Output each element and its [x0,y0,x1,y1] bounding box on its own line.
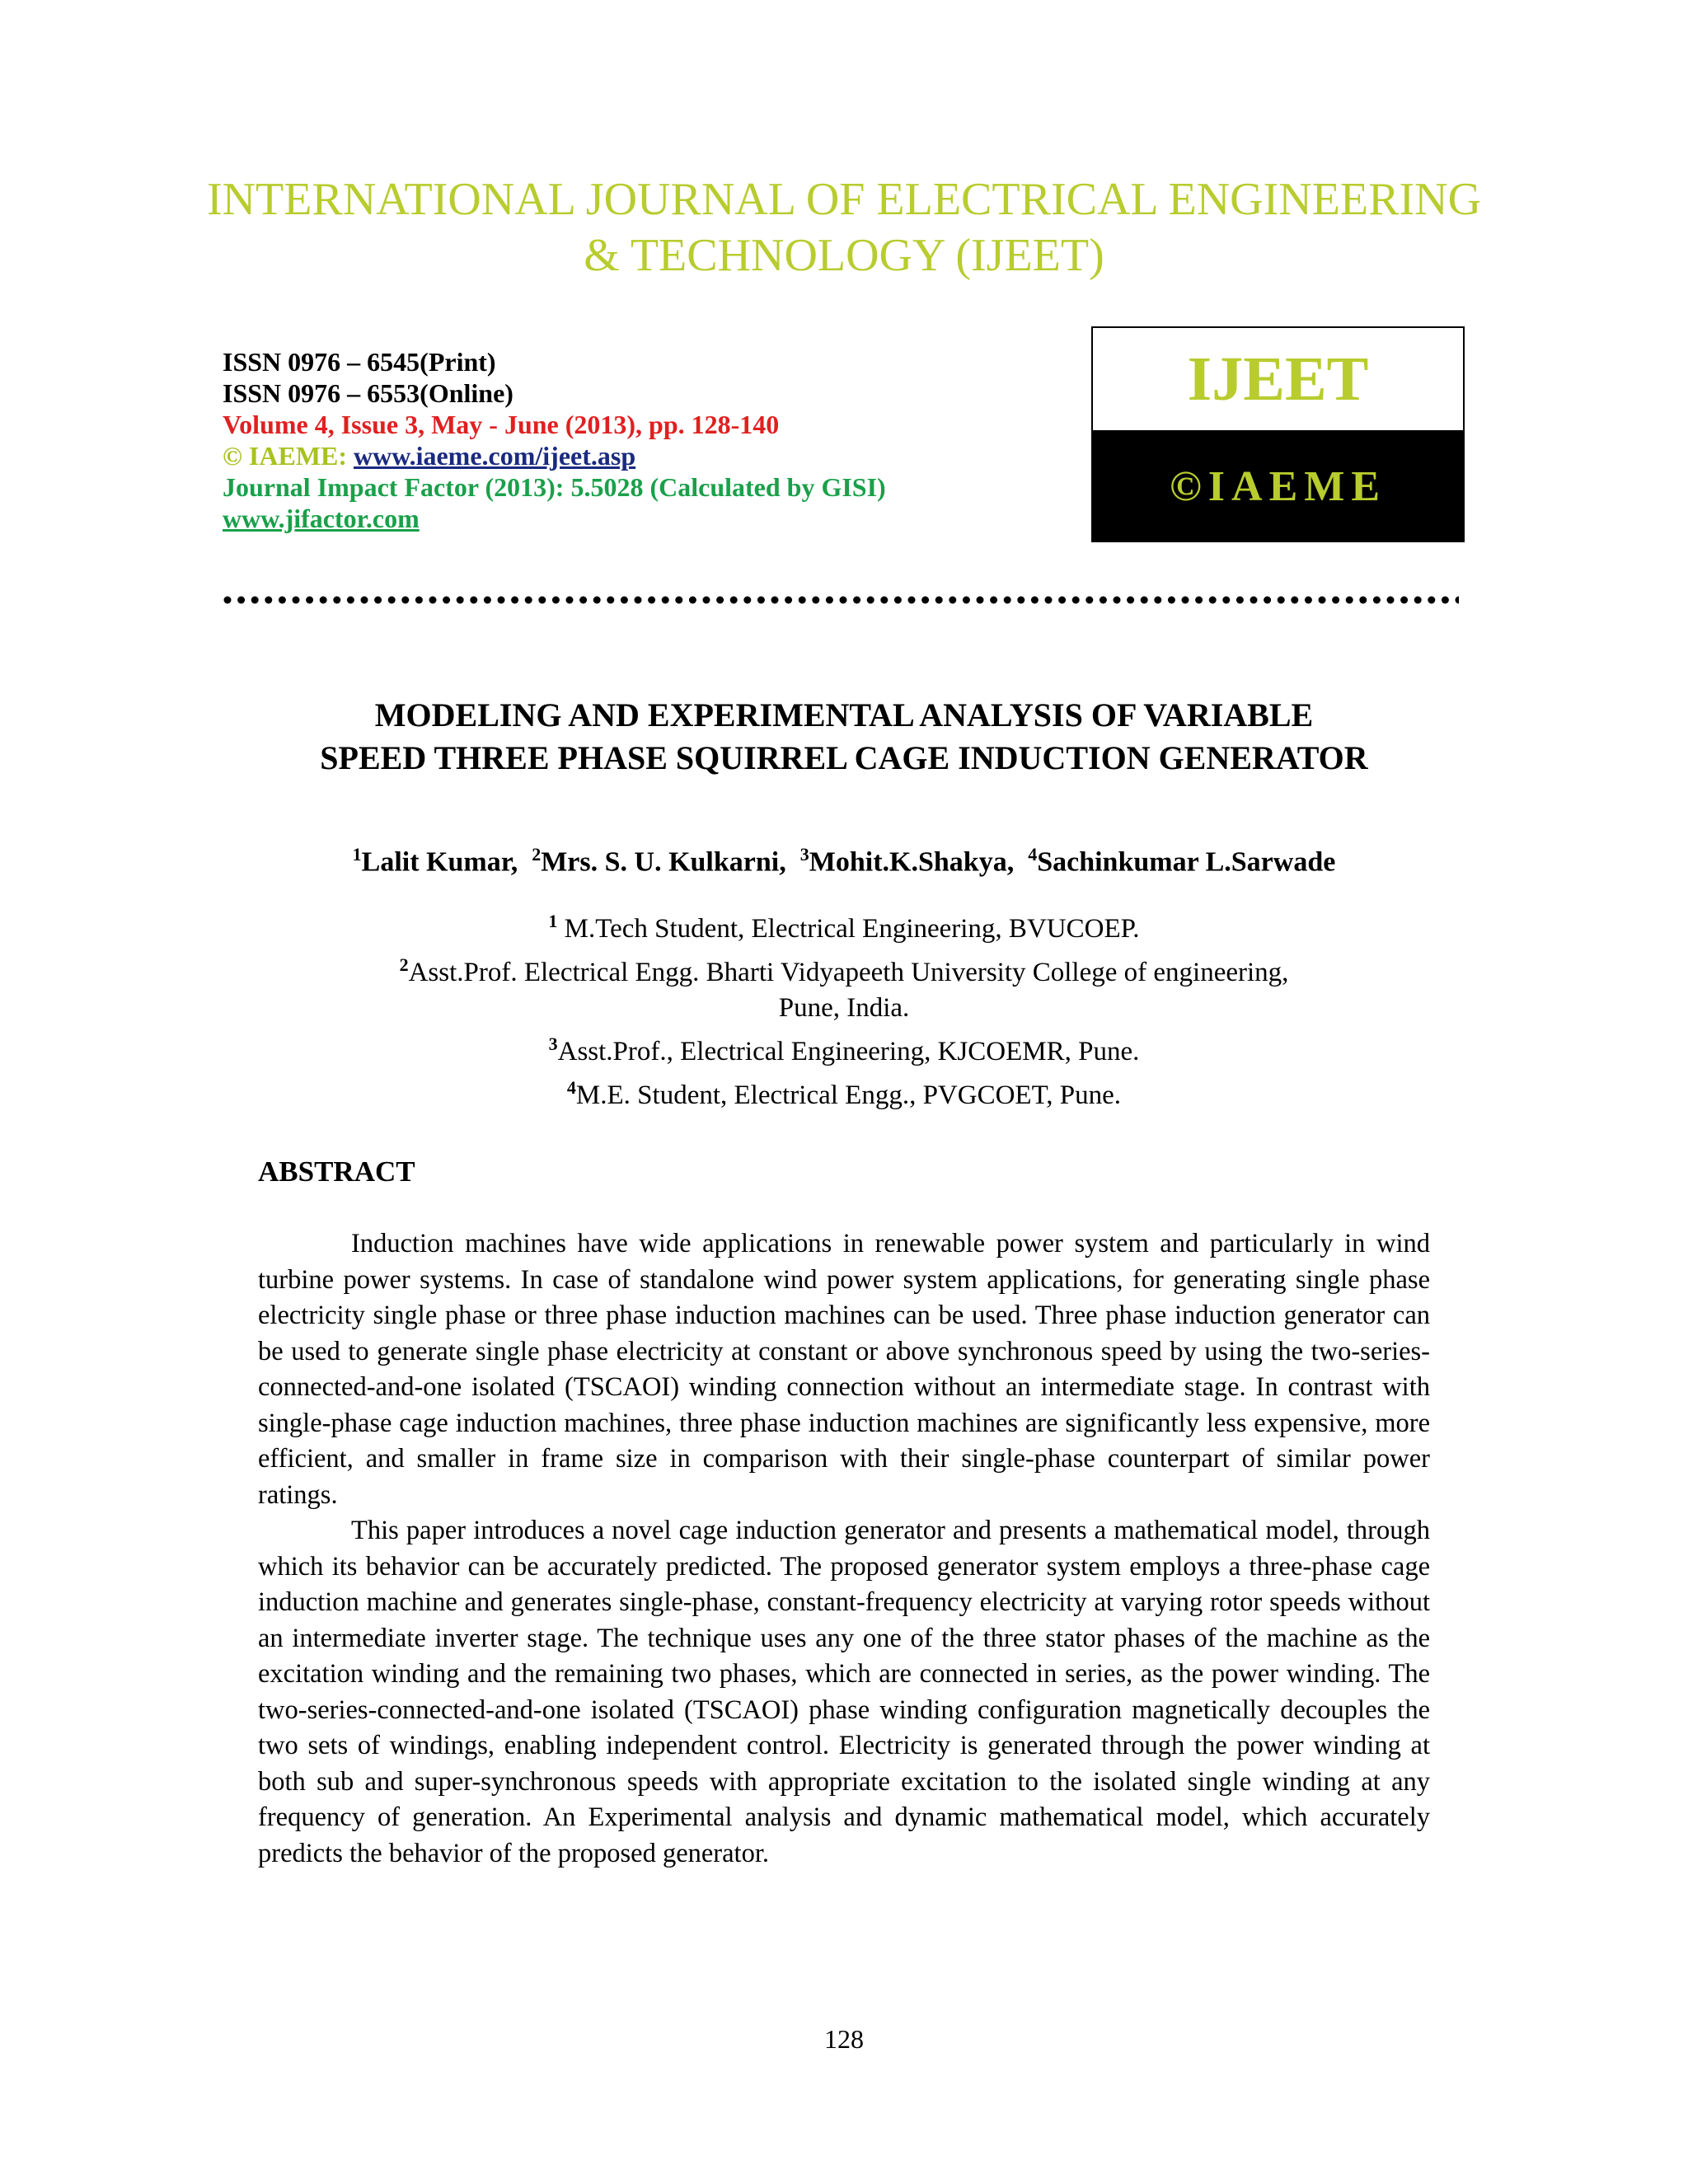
author-2: Mrs. S. U. Kulkarni, [541,846,786,878]
author-4: Sachinkumar L.Sarwade [1037,846,1336,878]
abstract-paragraph-2: This paper introduces a novel cage induction generator and presents a mathematical model, through which its behavior can be accurately predicted. The proposed generator system employs a three-phase cage induction machine and generates single-phase, constant-frequency electricity at varying rotor speeds without an intermediate inverter stage. The technique uses any one of the three stator phases of the machine as the excitation winding and the remaining two phases, which are connected in series, as the power winding. The two-series-connected-and-one isolated (TSCAOI) phase winding configuration magnetically decouples the two sets of windings, enabling independent control. Electricity is generated through the power winding at both sub and super-synchronous speeds with appropriate excitation to the isolated single winding at any frequency of generation. An Experimental analysis and dynamic mathematical model, which accurately predicts the behavior of the proposed generator. [258,1516,1430,1868]
logo-publisher: ©IAEME [1093,430,1463,542]
volume-info: Volume 4, Issue 3, May - June (2013), pp. 128-140 [223,410,780,439]
affiliation-4 [0,1070,1688,1113]
affiliations [0,903,1688,1113]
affiliation-2-index: 2 [399,954,409,975]
journal-meta [223,346,886,534]
issn-print: ISSN 0976 – 6545(Print) [223,347,496,377]
abstract-heading: ABSTRACT [258,1155,415,1188]
ijeet-logo [1091,326,1465,542]
author-4-index: 4 [1028,844,1038,865]
author-2-index: 2 [532,844,542,865]
author-list [0,844,1688,878]
author-3: Mohit.K.Shakya, [809,846,1015,878]
affiliation-2-text: Asst.Prof. Electrical Engg. Bharti Vidyapeeth University College of engineering, [408,958,1289,987]
affiliation-3-text: Asst.Prof., Electrical Engineering, KJCOEMR, Pune. [557,1037,1140,1066]
logo-title: IJEET [1093,328,1463,430]
abstract-body [258,1226,1430,1872]
author-1-index: 1 [352,844,362,865]
affiliation-2-cont: Pune, India. [778,993,910,1023]
affiliation-1 [0,903,1688,947]
affiliation-2 [0,947,1688,991]
journal-title-line1: INTERNATIONAL JOURNAL OF ELECTRICAL ENGINEERING [206,174,1482,225]
paper-title-line1: MODELING AND EXPERIMENTAL ANALYSIS OF VARIABLE [374,696,1314,733]
affiliation-3 [0,1026,1688,1070]
issn-online: ISSN 0976 – 6553(Online) [223,378,513,408]
iaeme-link[interactable]: www.iaeme.com/ijeet.asp [354,441,636,471]
affiliation-4-index: 4 [566,1077,576,1098]
affiliation-1-index: 1 [548,911,558,931]
paper-title-line2: SPEED THREE PHASE SQUIRREL CAGE INDUCTION GENERATOR [320,739,1368,776]
author-1: Lalit Kumar, [361,846,518,878]
affiliation-3-index: 3 [548,1033,558,1054]
abstract-paragraph-1: Induction machines have wide applications in renewable power system and particularly in wind turbine power systems. In case of standalone wind power system applications, for generating single phase electricity single phase or three phase induction machines can be used. Three phase induction generator can be used to generate single phase electricity at constant or above synchronous speed by using the two-series-connected-and-one isolated (TSCAOI) winding connection without an intermediate stage. In contrast with single-phase cage induction machines, three phase induction machines are significantly less expensive, more efficient, and smaller in frame size in comparison with their single-phase counterpart of similar power ratings. [258,1229,1430,1510]
affiliation-1-text: M.Tech Student, Electrical Engineering, BVUCOEP. [557,914,1140,944]
journal-title-line2: & TECHNOLOGY (IJEET) [584,230,1104,281]
paper-title [0,694,1688,780]
jifactor-link[interactable]: www.jifactor.com [223,504,420,533]
impact-factor: Journal Impact Factor (2013): 5.5028 (Calculated by GISI) [223,472,886,502]
dotted-separator [223,593,1459,607]
affiliation-4-text: M.E. Student, Electrical Engg., PVGCOET, Pune. [575,1080,1122,1110]
iaeme-line [223,440,886,471]
page-number: 128 [824,2024,864,2054]
iaeme-label: © IAEME: [223,441,348,471]
journal-title [0,171,1688,284]
author-3-index: 3 [799,844,809,865]
